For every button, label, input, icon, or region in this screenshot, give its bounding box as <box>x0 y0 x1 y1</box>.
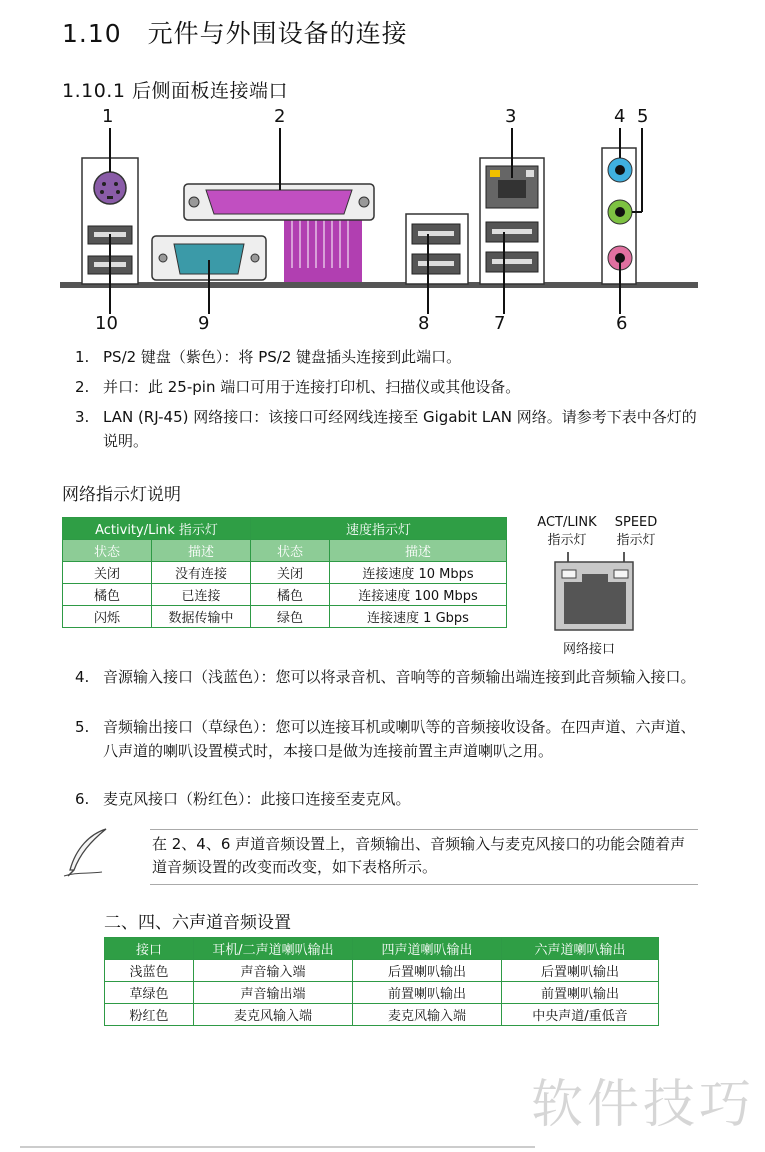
table-cell: 声音输入端 <box>194 960 353 982</box>
speed-label-line1: SPEED <box>614 515 658 530</box>
led-sub-header: 描述 <box>152 540 251 562</box>
list-item-number: 5. <box>75 718 90 736</box>
list-item-1 <box>75 345 700 369</box>
led-sub-header: 状态 <box>251 540 330 562</box>
list-item-number: 3. <box>75 408 90 426</box>
table-cell: 后置喇叭输出 <box>502 960 659 982</box>
list-item-text: 音源输入接口（浅蓝色）：您可以将录音机、音响等的音频输出端连接到此音频输入接口。 <box>103 668 696 686</box>
table-cell: 关闭 <box>251 562 330 584</box>
ps2-keyboard-port <box>94 172 126 204</box>
table-row <box>63 562 507 584</box>
callout-4: 4 <box>614 106 626 127</box>
list-item-6 <box>75 787 700 811</box>
list-item-number: 1. <box>75 348 90 366</box>
callout-6: 6 <box>616 313 628 334</box>
callout-5: 5 <box>637 106 649 127</box>
table-cell: 浅蓝色 <box>105 960 194 982</box>
watermark-text: 软件技巧 <box>530 1075 755 1135</box>
table-cell: 闪烁 <box>63 606 152 628</box>
table-cell: 粉红色 <box>105 1004 194 1026</box>
audio-header: 四声道喇叭输出 <box>353 938 502 960</box>
led-section-title: 网络指示灯说明 <box>62 485 181 505</box>
led-sub-header: 状态 <box>63 540 152 562</box>
footer-rule <box>20 1146 535 1148</box>
rear-panel-diagram <box>60 128 700 314</box>
callout-1: 1 <box>102 106 114 127</box>
section-title: 1.10.1 后侧面板连接端口 <box>62 80 288 102</box>
table-cell: 草绿色 <box>105 982 194 1004</box>
audio-header: 耳机/二声道喇叭输出 <box>194 938 353 960</box>
table-cell: 中央声道/重低音 <box>502 1004 659 1026</box>
led-group-header: Activity/Link 指示灯 <box>63 518 251 540</box>
table-cell: 声音输出端 <box>194 982 353 1004</box>
table-cell: 麦克风输入端 <box>194 1004 353 1026</box>
led-group-header: 速度指示灯 <box>251 518 507 540</box>
table-cell: 后置喇叭输出 <box>353 960 502 982</box>
table-cell: 数据传输中 <box>152 606 251 628</box>
audio-header: 六声道喇叭输出 <box>502 938 659 960</box>
table-cell: 连接速度 10 Mbps <box>330 562 507 584</box>
lan-caption: 网络接口 <box>563 642 616 657</box>
table-cell: 绿色 <box>251 606 330 628</box>
list-item-text: LAN (RJ-45) 网络接口：该接口可经网线连接至 Gigabit LAN 网络。请参考下表中各灯的说明。 <box>103 408 697 450</box>
list-item-2 <box>75 375 700 399</box>
table-cell: 连接速度 100 Mbps <box>330 584 507 606</box>
note-divider-top <box>150 829 698 830</box>
page-title: 1.10 元件与外围设备的连接 <box>62 19 408 48</box>
table-cell: 前置喇叭输出 <box>353 982 502 1004</box>
callout-2: 2 <box>274 106 286 127</box>
table-cell: 关闭 <box>63 562 152 584</box>
list-item-text: 音频输出接口（草绿色）：您可以连接耳机或喇叭等的音频接收设备。在四声道、六声道、八声道的喇叭设置模式时，本接口是做为连接前置主声道喇叭之用。 <box>103 718 696 760</box>
list-item-number: 6. <box>75 790 90 808</box>
table-row <box>63 584 507 606</box>
callout-7: 7 <box>494 313 506 334</box>
list-item-3 <box>75 405 700 453</box>
speed-label-line2: 指示灯 <box>616 533 656 548</box>
speed-label <box>606 514 666 550</box>
list-item-text: PS/2 键盘（紫色）：将 PS/2 键盘插头连接到此端口。 <box>103 348 462 366</box>
list-item-number: 2. <box>75 378 90 396</box>
note-divider-bottom <box>150 884 698 885</box>
table-cell: 没有连接 <box>152 562 251 584</box>
table-cell: 前置喇叭输出 <box>502 982 659 1004</box>
feather-note-icon <box>62 826 112 878</box>
table-row <box>105 982 659 1004</box>
table-cell: 橘色 <box>251 584 330 606</box>
audio-table <box>104 937 659 1026</box>
table-row <box>105 960 659 982</box>
table-cell: 橘色 <box>63 584 152 606</box>
list-item-text: 麦克风接口（粉红色）：此接口连接至麦克风。 <box>103 790 411 808</box>
led-sub-header: 描述 <box>330 540 507 562</box>
note-text: 在 2、4、6 声道音频设置上，音频输出、音频输入与麦克风接口的功能会随着声道音频设置的改变而改变，如下表格所示。 <box>152 835 686 876</box>
act-link-label-line2: 指示灯 <box>547 533 587 548</box>
audio-header: 接口 <box>105 938 194 960</box>
act-link-label <box>527 514 607 550</box>
table-cell: 连接速度 1 Gbps <box>330 606 507 628</box>
callout-8: 8 <box>418 313 430 334</box>
table-row <box>63 606 507 628</box>
list-item-5 <box>75 715 700 763</box>
led-table <box>62 517 507 628</box>
table-cell: 麦克风输入端 <box>353 1004 502 1026</box>
list-item-text: 并口：此 25-pin 端口可用于连接打印机、扫描仪或其他设备。 <box>103 378 521 396</box>
audio-section-title: 二、四、六声道音频设置 <box>104 913 291 933</box>
list-item-number: 4. <box>75 668 90 686</box>
usb-ports-8 <box>406 214 468 284</box>
act-link-label-line1: ACT/LINK <box>537 515 597 530</box>
callout-10: 10 <box>95 313 118 334</box>
callout-9: 9 <box>198 313 210 334</box>
callout-3: 3 <box>505 106 517 127</box>
table-cell: 已连接 <box>152 584 251 606</box>
table-row <box>105 1004 659 1026</box>
lan-jack-illustration <box>554 552 636 632</box>
list-item-4 <box>75 665 700 689</box>
